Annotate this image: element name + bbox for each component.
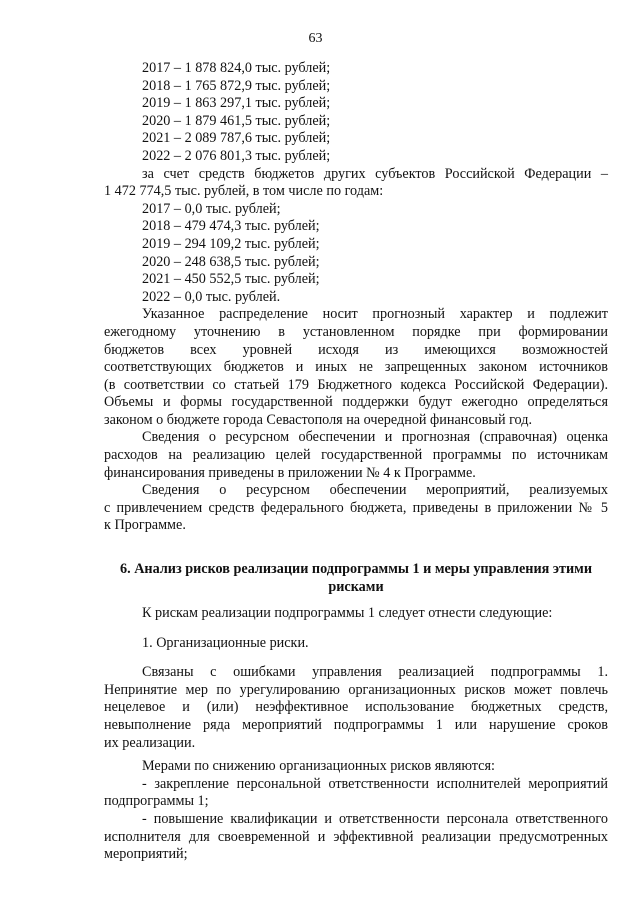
year-line: 2018 – 1 765 872,9 тыс. рублей;	[142, 77, 331, 94]
appendix5-paragraph: Сведения о ресурсном обеспечении мероприятий, реализуемых с привлечением средств федерального бюджета, приведены в приложении № 5 к Программе.	[104, 482, 608, 534]
year-line: 2017 – 0,0 тыс. рублей;	[142, 200, 281, 217]
year-line: 2021 – 450 552,5 тыс. рублей;	[142, 271, 320, 288]
year-line: 2020 – 1 879 461,5 тыс. рублей;	[142, 112, 331, 129]
financing-block	[104, 60, 608, 535]
errors-paragraph: Связаны с ошибками управления реализацией подпрограммы 1. Непринятие мер по урегулированию организационных рисков может повлечь нецелевое и (или) неэффективное использование бюджетных средств, невыполнение ряда мероприятий подпрограммы 1 или нарушение сроков их реализации.	[104, 664, 608, 751]
year-line: 2021 – 2 089 787,6 тыс. рублей;	[142, 130, 331, 147]
appendix4-paragraph: Сведения о ресурсном обеспечении и прогнозная (справочная) оценка расходов на реализацию целей государственной программы по источникам финансирования приведены в приложении № 4 к Программе.	[104, 429, 608, 481]
year-line: 2020 – 248 638,5 тыс. рублей;	[142, 253, 320, 270]
year-line: 2018 – 479 474,3 тыс. рублей;	[142, 218, 320, 235]
risks-block	[104, 605, 608, 864]
year-line: 2019 – 294 109,2 тыс. рублей;	[142, 235, 320, 252]
other-subjects-line: за счет средств бюджетов других субъектов Российской Федерации –	[142, 165, 608, 182]
other-subjects-line: 1 472 774,5 тыс. рублей, в том числе по годам:	[104, 183, 384, 200]
distribution-paragraph: Указанное распределение носит прогнозный характер и подлежит ежегодному уточнению в установленном порядке при формировании бюджетов всех уровней исходя из имеющихся возможностей соответствующих бюджетов и иных не запрещенных законом источников (в соответствии со статьей 179 Бюджетного кодекса Российской Федерации). Объемы и формы государственной поддержки будут ежегодно определяться законом о бюджете города Севастополя на очередной финансовый год.	[104, 306, 608, 428]
year-line: 2022 – 2 076 801,3 тыс. рублей;	[142, 147, 331, 164]
measures-intro: Мерами по снижению организационных рисков являются:	[142, 758, 495, 775]
measure-item: - закрепление персональной ответственности исполнителей мероприятий подпрограммы 1;	[104, 775, 608, 810]
risk-item: 1. Организационные риски.	[142, 634, 309, 651]
measure-item: - повышение квалификации и ответственности персонала ответственного исполнителя для своевременной и эффективной реализации предусмотренных мероприятий;	[104, 810, 608, 863]
year-line: 2022 – 0,0 тыс. рублей.	[142, 288, 281, 305]
section-heading: 6. Анализ рисков реализации подпрограммы 1 и меры управления этими рисками	[120, 561, 592, 595]
risks-intro: К рискам реализации подпрограммы 1 следует отнести следующие:	[142, 605, 553, 621]
year-line: 2017 – 1 878 824,0 тыс. рублей;	[142, 60, 331, 76]
page-number: 63	[308, 31, 323, 46]
year-line: 2019 – 1 863 297,1 тыс. рублей;	[142, 95, 331, 112]
